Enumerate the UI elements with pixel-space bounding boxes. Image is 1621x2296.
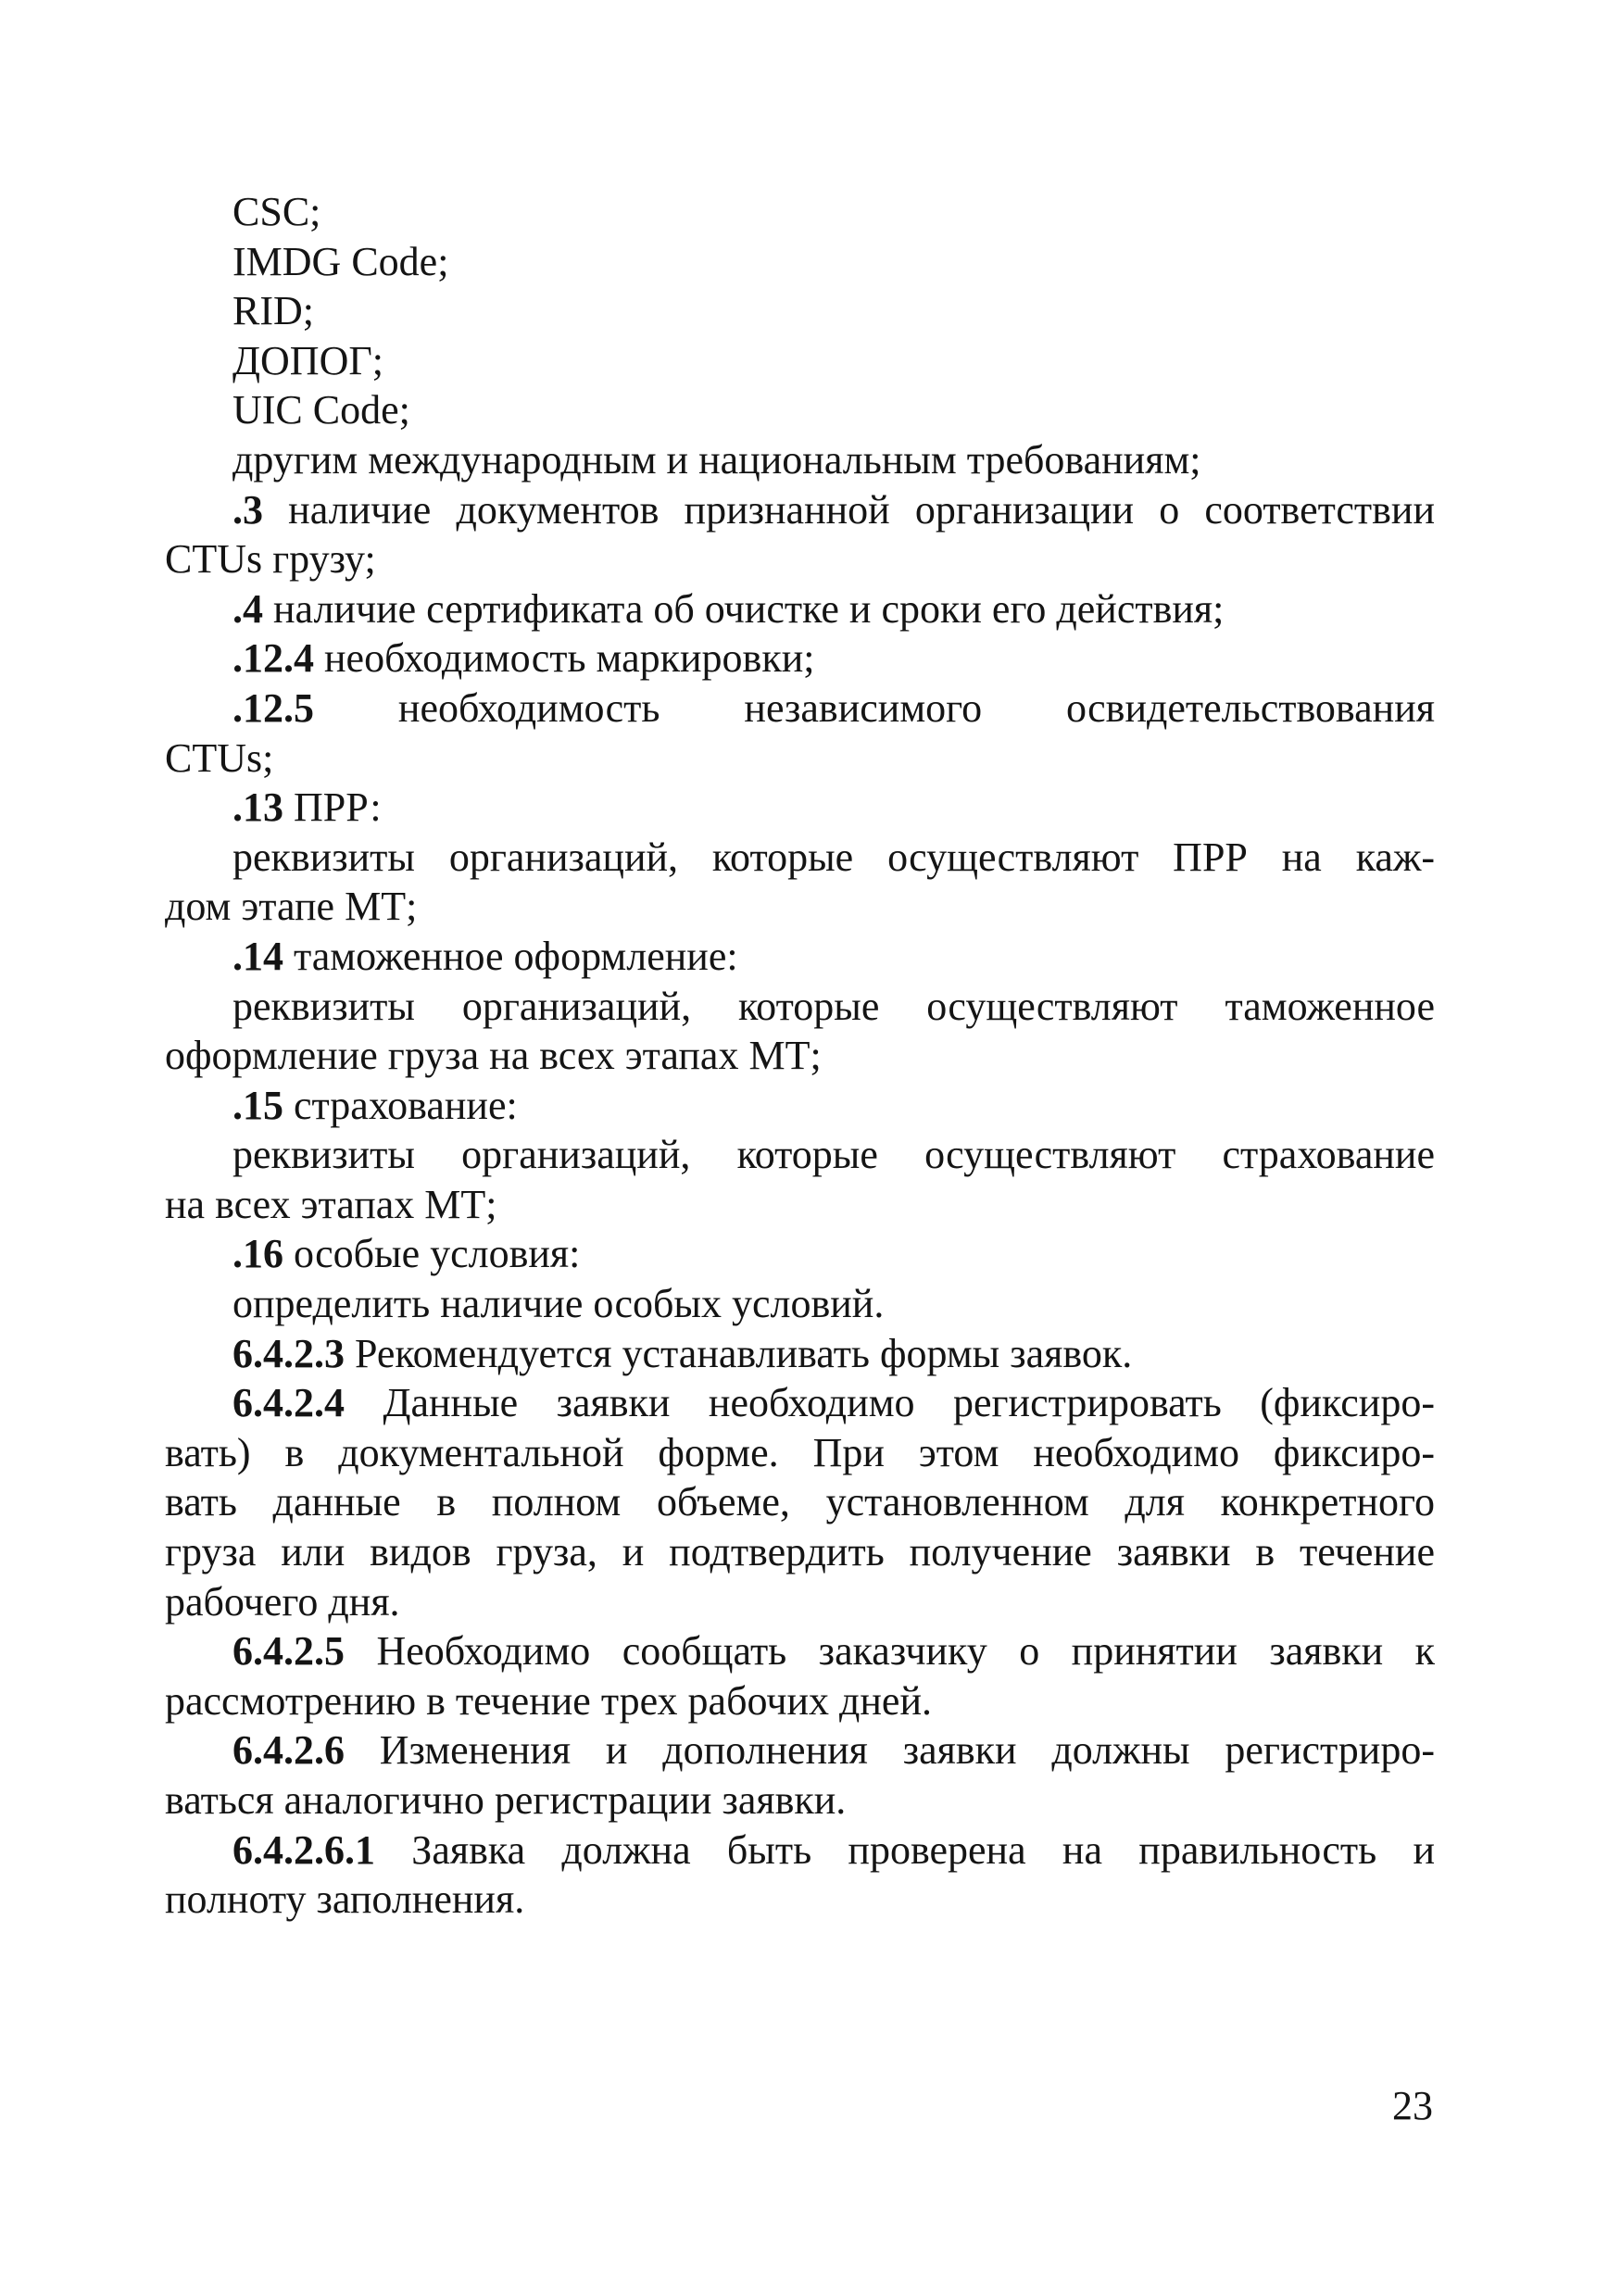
line-text: страхование: [283,1082,518,1128]
line-text: CSC; [232,189,321,234]
line-text: RID; [232,288,314,334]
text-line [165,882,1435,932]
text-line [165,485,1435,535]
line-text: наличие документов признанной организации о соответствии [263,486,1435,533]
clause-number: .3 [232,486,263,533]
line-text: рабочего дня. [165,1578,400,1625]
line-text: на всех этапах МТ; [165,1181,497,1227]
line-text: Необходимо сообщать заказчику о принятии заявки к [345,1628,1435,1675]
text-line [165,1875,1435,1925]
text-line [165,1826,1435,1876]
text-line [165,982,1435,1032]
line-text: особые условия: [283,1231,581,1277]
line-text: ваться аналогично регистрации заявки. [165,1777,847,1823]
text-line [165,1180,1435,1230]
text-line [165,1626,1435,1676]
line-text: другим международным и национальным требованиям; [232,436,1201,483]
clause-number: 6.4.2.4 [232,1380,345,1426]
text-line [165,1676,1435,1726]
line-text: Заявка должна быть проверена на правильность и [375,1826,1435,1873]
text-line [165,1428,1435,1478]
line-text: реквизиты организаций, которые осуществляют таможенное [232,983,1435,1029]
text-line [165,1577,1435,1627]
text-line [165,1229,1435,1279]
text-line [165,237,1435,287]
line-text: Изменения и дополнения заявки должны регистриро- [345,1727,1435,1774]
line-text: IMDG Code; [232,238,449,284]
line-text: наличие сертификата об очистке и сроки его действия; [263,585,1225,632]
line-text: оформление груза на всех этапах МТ; [165,1033,822,1079]
text-line [165,1775,1435,1826]
clause-number: .4 [232,585,263,632]
line-text: необходимость независимого освидетельствования [314,684,1435,731]
text-line [165,336,1435,386]
text-line [165,634,1435,684]
text-line [165,1527,1435,1577]
text-line [165,833,1435,883]
line-text: определить наличие особых условий. [232,1281,885,1327]
line-text: рассмотрению в течение трех рабочих дней. [165,1677,933,1724]
text-line [165,286,1435,336]
text-line [165,684,1435,734]
text-line [165,1378,1435,1428]
line-text: необходимость маркировки; [314,635,815,682]
text-line [165,584,1435,634]
clause-number: .14 [232,933,283,979]
text-line [165,734,1435,784]
clause-number: .12.4 [232,635,314,682]
line-text: CTUs; [165,734,274,781]
line-text: ПРР: [283,784,382,831]
clause-number: 6.4.2.6.1 [232,1826,375,1873]
line-text: UIC Code; [232,387,410,433]
line-text: вать данные в полном объеме, установленном для конкретного [165,1479,1435,1525]
body-text [165,187,1435,1925]
text-line [165,1081,1435,1131]
text-line [165,1279,1435,1329]
line-text: вать) в документальной форме. При этом необходимо фиксиро- [165,1429,1435,1475]
clause-number: .13 [232,784,283,831]
line-text: Рекомендуется устанавливать формы заявок. [345,1330,1133,1376]
page-number: 23 [1392,2083,1433,2128]
clause-number: .12.5 [232,684,314,731]
line-text: реквизиты организаций, которые осуществляют ПРР на каж- [232,834,1435,880]
text-line [165,435,1435,485]
line-text: полноту заполнения. [165,1876,525,1923]
line-text: реквизиты организаций, которые осуществляют страхование [232,1132,1435,1178]
line-text: таможенное оформление: [283,933,738,979]
text-line [165,534,1435,584]
clause-number: 6.4.2.3 [232,1330,345,1376]
line-text: CTUs грузу; [165,536,376,583]
text-line [165,1130,1435,1180]
clause-number: .15 [232,1082,283,1128]
text-line [165,385,1435,435]
text-line [165,1329,1435,1379]
clause-number: .16 [232,1231,283,1277]
text-line [165,1477,1435,1527]
line-text: Данные заявки необходимо регистрировать (фиксиро- [345,1380,1435,1426]
clause-number: 6.4.2.6 [232,1727,345,1774]
line-text: ДОПОГ; [232,337,384,383]
text-line [165,187,1435,237]
line-text: дом этапе МТ; [165,884,418,930]
text-line [165,1725,1435,1775]
line-text: груза или видов груза, и подтвердить получение заявки в течение [165,1529,1435,1575]
text-line [165,783,1435,833]
text-line [165,1031,1435,1081]
text-line [165,932,1435,982]
clause-number: 6.4.2.5 [232,1628,345,1675]
